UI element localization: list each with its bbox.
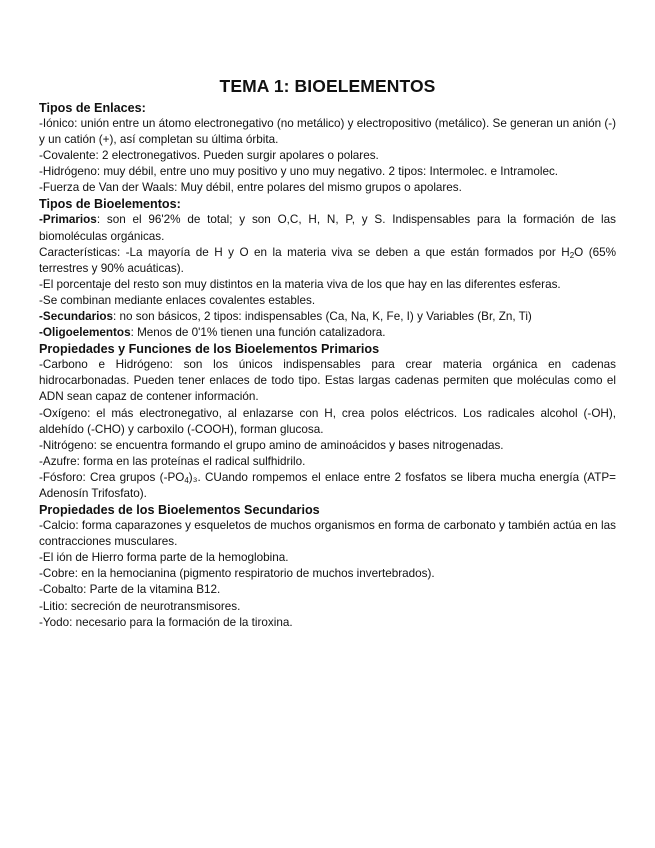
paragraph-calcio: -Calcio: forma caparazones y esqueletos de muchos organismos en forma de carbonato y también actúa en las contracciones musculares. xyxy=(39,519,616,549)
label-oligoelementos: -Oligoelementos xyxy=(39,326,131,340)
text-secundarios: : no son básicos, 2 tipos: indispensables (Ca, Na, K, Fe, I) y Variables (Br, Zn, Ti) xyxy=(113,310,532,324)
text-oligoelementos: : Menos de 0'1% tienen una función catalizadora. xyxy=(130,326,386,340)
paragraph-oligoelementos xyxy=(39,325,616,341)
heading-tipos-bioelementos: Tipos de Bioelementos: xyxy=(39,197,181,212)
paragraph-oxigeno: -Oxígeno: el más electronegativo, al enlazarse con H, crea polos eléctricos. Los radicales alcohol (-OH), aldehído (-CHO) y carboxilo (-COOH), forman glucosa. xyxy=(39,406,616,436)
label-primarios: -Primarios xyxy=(39,213,97,227)
heading-propiedades-secundarios: Propiedades de los Bioelementos Secundarios xyxy=(39,503,320,518)
subscript-h2o: 2 xyxy=(569,250,575,260)
paragraph-van-der-waals: -Fuerza de Van der Waals: Muy débil, entre polares del mismo grupos o apolares. xyxy=(39,181,462,195)
page-title: TEMA 1: BIOELEMENTOS xyxy=(219,76,436,96)
document-body xyxy=(39,100,616,631)
paragraph-ionico: -Iónico: unión entre un átomo electronegativo (no metálico) y electropositivo (metálico). Se generan un anión (-) y un catión (+), así completan su última órbita. xyxy=(39,117,616,147)
heading-tipos-enlaces: Tipos de Enlaces: xyxy=(39,101,146,115)
heading-propiedades-primarios: Propiedades y Funciones de los Bioelementos Primarios xyxy=(39,342,380,357)
paragraph-cobalto: -Cobalto: Parte de la vitamina B12. xyxy=(39,583,221,597)
paragraph-covalente: -Covalente: 2 electronegativos. Pueden surgir apolares o polares. xyxy=(39,149,379,163)
paragraph-carbono: -Carbono e Hidrógeno: son los únicos indispensables para crear materia orgánica en cadenas hidrocarbonadas. Pueden tener enlaces de todo tipo. Estas largas cadenas permiten que moléculas como el ADN sean capaz de contener información. xyxy=(39,358,616,404)
text-fosforo-post: )₃. CUando rompemos el enlace entre 2 fosfatos se libera mucha energía (ATP= Adenosín Trifosfato). xyxy=(39,470,616,500)
paragraph-litio: -Litio: secreción de neurotransmisores. xyxy=(39,599,241,613)
label-secundarios: -Secundarios xyxy=(39,310,114,324)
paragraph-yodo: -Yodo: necesario para la formación de la tiroxina. xyxy=(39,615,293,629)
text-primarios: : son el 96'2% de total; y son O,C, H, N, P, y S. Indispensables para la formación de las biomoléculas orgánicas. xyxy=(39,213,616,243)
paragraph-secundarios xyxy=(39,309,616,325)
paragraph-porcentaje: -El porcentaje del resto son muy distintos en la materia viva de los que hay en las diferentes esferas. xyxy=(39,277,561,291)
text-caracteristicas-post: O (65% terrestres y 90% acuáticas). xyxy=(39,245,616,275)
paragraph-fosforo xyxy=(39,470,616,502)
paragraph-combinan: -Se combinan mediante enlaces covalentes estables. xyxy=(39,293,316,307)
paragraph-hidrogeno: -Hidrógeno: muy débil, entre uno muy positivo y uno muy negativo. 2 tipos: Intermolec. e Intramolec. xyxy=(39,165,559,179)
paragraph-caracteristicas xyxy=(39,245,616,277)
paragraph-azufre: -Azufre: forma en las proteínas el radical sulfhidrilo. xyxy=(39,454,306,468)
paragraph-nitrogeno: -Nitrógeno: se encuentra formando el grupo amino de aminoácidos y bases nitrogenadas. xyxy=(39,438,504,452)
paragraph-hierro: -El ión de Hierro forma parte de la hemoglobina. xyxy=(39,551,289,565)
paragraph-cobre: -Cobre: en la hemocianina (pigmento respiratorio de muchos invertebrados). xyxy=(39,567,435,581)
paragraph-primarios xyxy=(39,212,616,244)
text-caracteristicas-pre: Características: -La mayoría de H y O en la materia viva se deben a que están formados por H xyxy=(39,245,570,259)
text-fosforo-pre: -Fósforo: Crea grupos (-PO xyxy=(39,470,185,484)
subscript-po4: 4 xyxy=(184,475,189,485)
